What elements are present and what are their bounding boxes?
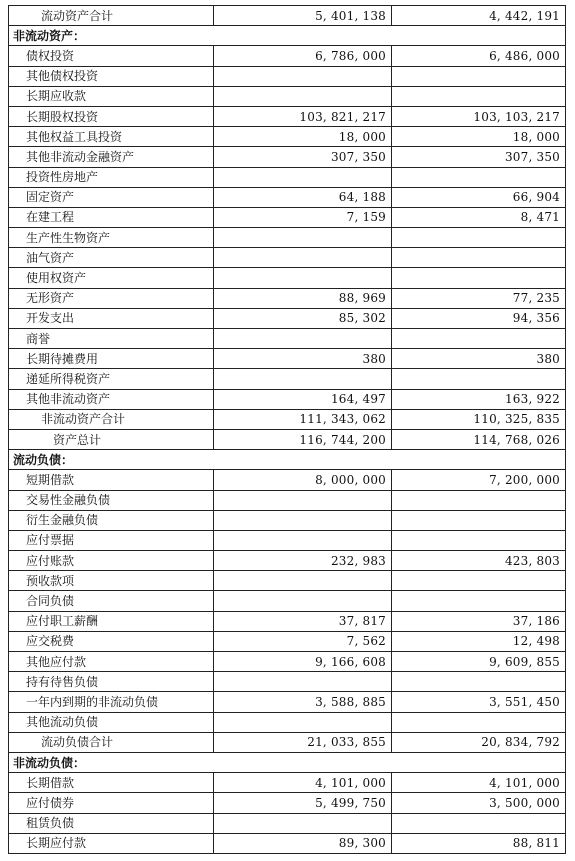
value-current: 5, 401, 138 <box>214 6 392 26</box>
value-prior <box>392 712 566 732</box>
row-label: 应付账款 <box>9 551 214 571</box>
value-current: 7, 562 <box>214 631 392 651</box>
table-row <box>9 672 566 692</box>
value-prior: 88, 811 <box>392 833 566 853</box>
row-label: 流动负债合计 <box>9 732 214 752</box>
table-row <box>9 510 566 530</box>
value-prior: 20, 834, 792 <box>392 732 566 752</box>
value-prior <box>392 86 566 106</box>
row-label: 短期借款 <box>9 470 214 490</box>
value-current <box>214 167 392 187</box>
table-row <box>9 712 566 732</box>
value-prior <box>392 167 566 187</box>
value-prior: 307, 350 <box>392 147 566 167</box>
value-prior: 163, 922 <box>392 389 566 409</box>
value-current: 37, 817 <box>214 611 392 631</box>
row-label: 长期待摊费用 <box>9 349 214 369</box>
row-label: 其他非流动金融资产 <box>9 147 214 167</box>
value-prior: 4, 442, 191 <box>392 6 566 26</box>
table-row <box>9 228 566 248</box>
value-current: 85, 302 <box>214 308 392 328</box>
value-current <box>214 490 392 510</box>
value-prior: 66, 904 <box>392 187 566 207</box>
section-header-row <box>9 752 566 772</box>
row-label: 商誉 <box>9 329 214 349</box>
value-prior: 103, 103, 217 <box>392 106 566 126</box>
value-prior: 8, 471 <box>392 207 566 227</box>
value-prior <box>392 66 566 86</box>
row-label: 应付票据 <box>9 530 214 550</box>
table-row <box>9 611 566 631</box>
value-current: 3, 588, 885 <box>214 692 392 712</box>
row-label: 其他流动负债 <box>9 712 214 732</box>
row-label: 债权投资 <box>9 46 214 66</box>
row-label: 一年内到期的非流动负债 <box>9 692 214 712</box>
row-label: 应付债券 <box>9 793 214 813</box>
value-current <box>214 248 392 268</box>
row-label: 应付职工薪酬 <box>9 611 214 631</box>
value-current <box>214 329 392 349</box>
value-current <box>214 510 392 530</box>
table-row <box>9 732 566 752</box>
row-label: 投资性房地产 <box>9 167 214 187</box>
table-row <box>9 833 566 853</box>
value-current: 9, 166, 608 <box>214 652 392 672</box>
value-current: 232, 983 <box>214 551 392 571</box>
row-label: 其他权益工具投资 <box>9 127 214 147</box>
value-prior <box>392 268 566 288</box>
value-prior: 6, 486, 000 <box>392 46 566 66</box>
value-current: 6, 786, 000 <box>214 46 392 66</box>
value-current: 64, 188 <box>214 187 392 207</box>
table-row <box>9 329 566 349</box>
table-row <box>9 409 566 429</box>
row-label: 长期借款 <box>9 773 214 793</box>
value-prior <box>392 248 566 268</box>
value-prior: 7, 200, 000 <box>392 470 566 490</box>
table-row <box>9 349 566 369</box>
table-row <box>9 147 566 167</box>
value-prior: 94, 356 <box>392 308 566 328</box>
value-prior: 18, 000 <box>392 127 566 147</box>
row-label: 非流动资产合计 <box>9 409 214 429</box>
value-current <box>214 530 392 550</box>
value-current: 18, 000 <box>214 127 392 147</box>
row-label: 资产总计 <box>9 429 214 449</box>
value-current: 8, 000, 000 <box>214 470 392 490</box>
row-label: 在建工程 <box>9 207 214 227</box>
balance-sheet-body <box>9 6 566 854</box>
value-prior: 9, 609, 855 <box>392 652 566 672</box>
table-row <box>9 530 566 550</box>
value-prior <box>392 490 566 510</box>
row-label: 使用权资产 <box>9 268 214 288</box>
value-current: 4, 101, 000 <box>214 773 392 793</box>
value-prior: 77, 235 <box>392 288 566 308</box>
table-row <box>9 66 566 86</box>
value-current <box>214 591 392 611</box>
row-label: 其他非流动资产 <box>9 389 214 409</box>
value-prior <box>392 530 566 550</box>
table-row <box>9 813 566 833</box>
table-row <box>9 389 566 409</box>
row-label: 固定资产 <box>9 187 214 207</box>
value-prior <box>392 510 566 530</box>
value-current <box>214 86 392 106</box>
row-label: 衍生金融负债 <box>9 510 214 530</box>
row-label: 交易性金融负债 <box>9 490 214 510</box>
row-label: 长期应收款 <box>9 86 214 106</box>
table-row <box>9 692 566 712</box>
value-prior: 3, 500, 000 <box>392 793 566 813</box>
value-current: 89, 300 <box>214 833 392 853</box>
value-current: 307, 350 <box>214 147 392 167</box>
value-current <box>214 369 392 389</box>
value-current: 116, 744, 200 <box>214 429 392 449</box>
value-prior <box>392 369 566 389</box>
table-row <box>9 288 566 308</box>
value-prior: 110, 325, 835 <box>392 409 566 429</box>
row-label: 合同负债 <box>9 591 214 611</box>
table-row <box>9 167 566 187</box>
table-row <box>9 187 566 207</box>
table-row <box>9 490 566 510</box>
value-prior <box>392 672 566 692</box>
table-row <box>9 631 566 651</box>
value-prior: 423, 803 <box>392 551 566 571</box>
value-current: 164, 497 <box>214 389 392 409</box>
table-row <box>9 86 566 106</box>
row-label: 预收款项 <box>9 571 214 591</box>
value-current <box>214 672 392 692</box>
section-header: 流动负债： <box>9 450 566 470</box>
table-row <box>9 6 566 26</box>
value-prior: 37, 186 <box>392 611 566 631</box>
row-label: 开发支出 <box>9 308 214 328</box>
row-label: 长期股权投资 <box>9 106 214 126</box>
table-row <box>9 470 566 490</box>
value-prior <box>392 591 566 611</box>
value-prior <box>392 571 566 591</box>
table-row <box>9 127 566 147</box>
table-row <box>9 308 566 328</box>
value-current <box>214 228 392 248</box>
table-row <box>9 591 566 611</box>
value-prior: 4, 101, 000 <box>392 773 566 793</box>
row-label: 应交税费 <box>9 631 214 651</box>
value-current: 21, 033, 855 <box>214 732 392 752</box>
table-row <box>9 571 566 591</box>
row-label: 其他债权投资 <box>9 66 214 86</box>
value-current <box>214 66 392 86</box>
value-current: 5, 499, 750 <box>214 793 392 813</box>
table-row <box>9 106 566 126</box>
row-label: 长期应付款 <box>9 833 214 853</box>
value-current <box>214 571 392 591</box>
value-current: 111, 343, 062 <box>214 409 392 429</box>
value-prior <box>392 813 566 833</box>
value-prior <box>392 228 566 248</box>
table-row <box>9 369 566 389</box>
value-prior: 12, 498 <box>392 631 566 651</box>
table-row <box>9 429 566 449</box>
table-row <box>9 652 566 672</box>
value-prior: 380 <box>392 349 566 369</box>
row-label: 租赁负债 <box>9 813 214 833</box>
row-label: 流动资产合计 <box>9 6 214 26</box>
value-current <box>214 712 392 732</box>
table-row <box>9 793 566 813</box>
table-row <box>9 551 566 571</box>
row-label: 持有待售负债 <box>9 672 214 692</box>
value-current: 380 <box>214 349 392 369</box>
value-current <box>214 268 392 288</box>
balance-sheet-table <box>8 5 566 854</box>
table-row <box>9 207 566 227</box>
row-label: 其他应付款 <box>9 652 214 672</box>
table-row <box>9 773 566 793</box>
section-header: 非流动负债： <box>9 752 566 772</box>
table-row <box>9 46 566 66</box>
value-prior <box>392 329 566 349</box>
row-label: 递延所得税资产 <box>9 369 214 389</box>
value-current: 7, 159 <box>214 207 392 227</box>
section-header: 非流动资产： <box>9 26 566 46</box>
section-header-row <box>9 450 566 470</box>
value-prior: 3, 551, 450 <box>392 692 566 712</box>
table-row <box>9 248 566 268</box>
row-label: 无形资产 <box>9 288 214 308</box>
value-current: 103, 821, 217 <box>214 106 392 126</box>
section-header-row <box>9 26 566 46</box>
row-label: 生产性生物资产 <box>9 228 214 248</box>
row-label: 油气资产 <box>9 248 214 268</box>
value-prior: 114, 768, 026 <box>392 429 566 449</box>
table-row <box>9 268 566 288</box>
value-current <box>214 813 392 833</box>
value-current: 88, 969 <box>214 288 392 308</box>
